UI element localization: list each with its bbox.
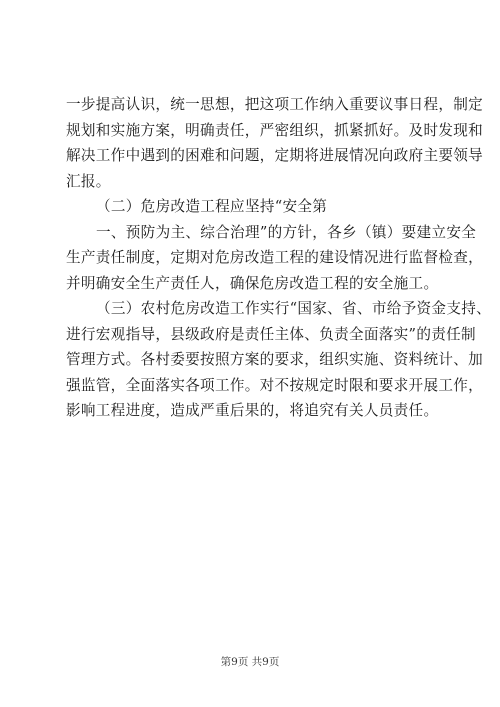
paragraph-continuation (66, 92, 484, 194)
text-line: 一、预防为主、综合治理”的方针，各乡（镇）要建立安全 (96, 223, 477, 241)
text-line: 汇报。 (66, 172, 111, 190)
text-line: 规划和实施方案，明确责任，严密组织，抓紧抓好。及时发现和 (66, 121, 484, 139)
text-line: 强监管，全面落实各项工作。对不按规定时限和要求开展工作， (66, 376, 484, 394)
paragraph-section-3 (66, 296, 492, 424)
text-line: 生产责任制度，定期对危房改造工程的建设情况进行监督检查， (66, 249, 484, 266)
document-body (66, 92, 492, 424)
paragraph-section-2-heading (66, 194, 436, 220)
text-line: 进行宏观指导，县级政府是责任主体、负责全面落实”的责任制 (66, 325, 476, 343)
page-number-footer: 第9页 共9页 (220, 656, 280, 668)
text-line: 影响工程进度，造成严重后果的，将追究有关人员责任。 (66, 402, 439, 419)
text-line: （二）危房改造工程应坚持“安全第 (96, 198, 328, 215)
paragraph-section-2-body (66, 220, 484, 297)
text-line: 一步提高认识，统一思想，把这项工作纳入重要议事日程，制定 (66, 96, 484, 113)
text-line: 管理方式。各村委要按照方案的要求，组织实施、资料统计、加 (66, 351, 484, 368)
text-line: 解决工作中遇到的困难和问题，定期将进展情况向政府主要领导 (66, 147, 484, 164)
text-line: 并明确安全生产责任人，确保危房改造工程的安全施工。 (66, 274, 439, 292)
text-line: （三）农村危房改造工作实行“国家、省、市给予资金支持、 (96, 300, 492, 317)
